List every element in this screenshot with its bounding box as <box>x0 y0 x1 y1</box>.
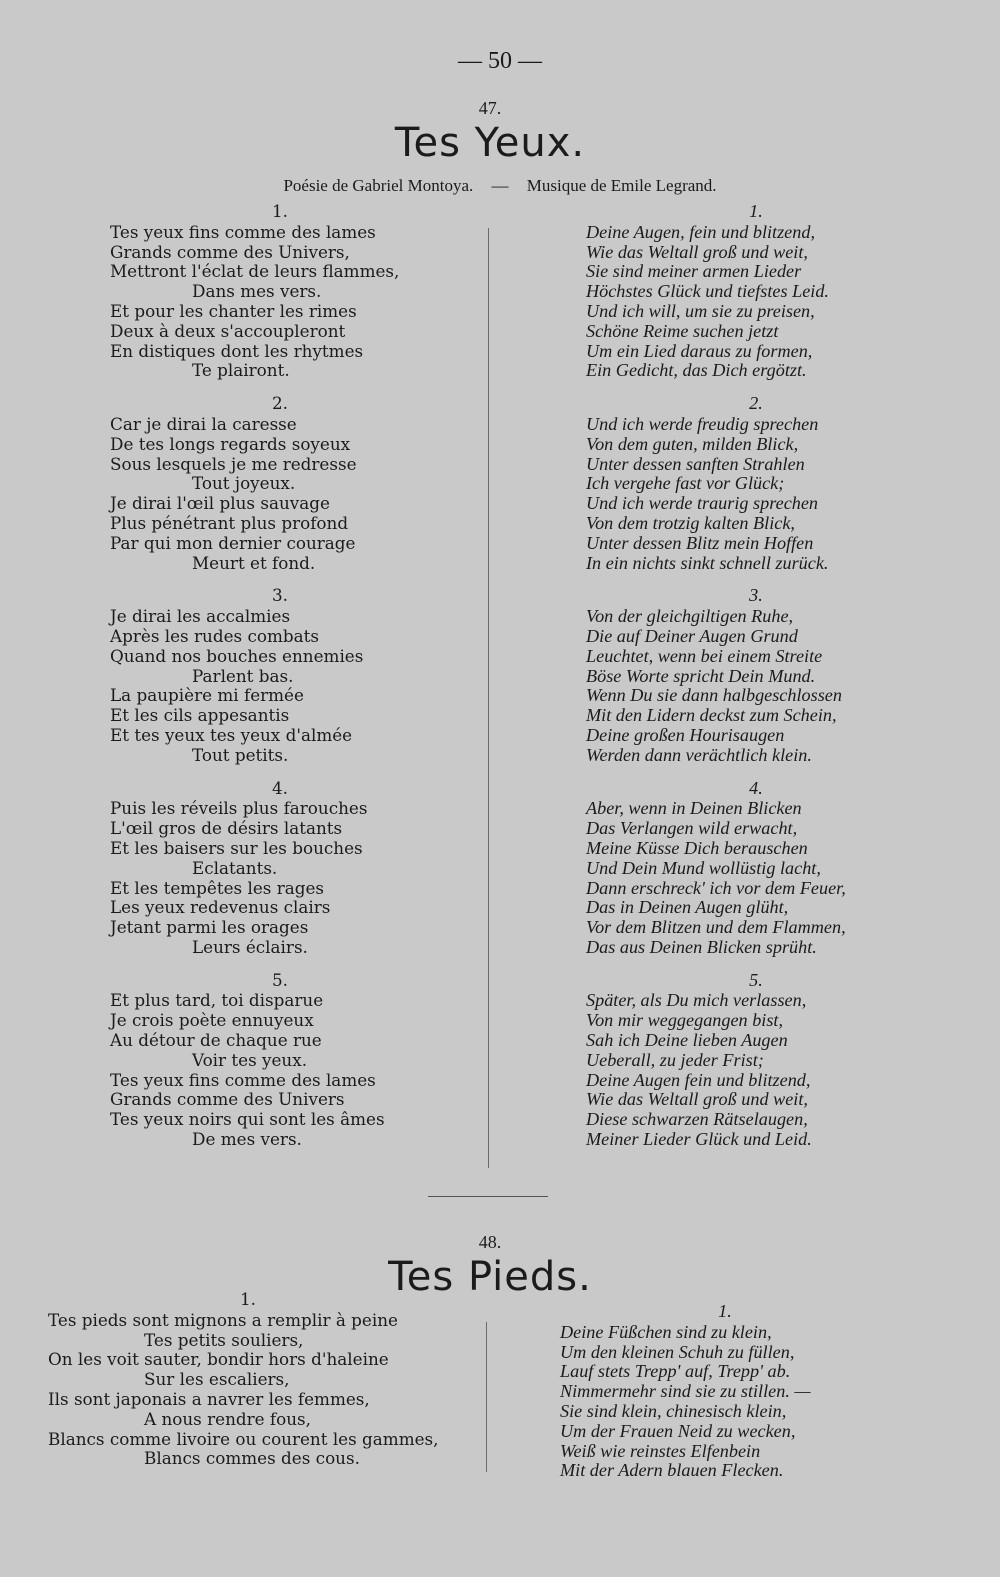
verse-line: Um der Frauen Neid zu wecken, <box>560 1420 796 1441</box>
verse-line: Sous lesquels je me redresse <box>110 453 357 474</box>
music-credit: Musique de Emile Legrand. <box>526 176 717 195</box>
verse-line: Mit der Adern blauen Flecken. <box>560 1460 784 1481</box>
verse-line: Höchstes Glück und tiefstes Leid. <box>586 281 829 302</box>
verse-line: Von dem guten, milden Blick, <box>586 433 799 454</box>
stanza-number: 3. <box>749 585 763 606</box>
stanza-number: 1. <box>271 201 288 221</box>
verse-line: Tes yeux fins comme des lames <box>110 221 376 242</box>
verse-line: Lauf stets Trepp' auf, Trepp' ab. <box>560 1361 791 1382</box>
verse-line: Und ich will, um sie zu preisen, <box>586 300 815 321</box>
verse-line: De mes vers. <box>192 1129 302 1150</box>
verse-line: Meiner Lieder Glück und Leid. <box>586 1129 812 1150</box>
verse-line: Jetant parmi les orages <box>110 917 309 938</box>
verse-line: Das in Deinen Augen glüht, <box>586 897 789 918</box>
verse-line: Deux à deux s'accoupleront <box>110 320 346 341</box>
verse-line: Weiß wie reinstes Elfenbein <box>560 1440 761 1461</box>
stanza-number: 2. <box>271 393 288 414</box>
song-48-title: Tes Pieds. <box>388 1254 592 1300</box>
stanza <box>586 394 926 573</box>
verse-line: Ein Gedicht, das Dich ergötzt. <box>586 360 807 381</box>
song-48-number: 48. <box>478 1232 502 1252</box>
verse-line: Après les rudes combats <box>110 625 319 646</box>
stanza-number: 5. <box>271 969 288 990</box>
column-divider-48 <box>486 1322 487 1472</box>
verse-line: Wie das Weltall groß und weit, <box>586 1089 808 1110</box>
verse-line: Et tes yeux tes yeux d'almée <box>110 724 353 745</box>
verse-line: Puis les réveils plus farouches <box>110 798 368 819</box>
verse-line: Te plairont. <box>192 360 290 381</box>
stanza-number: 3. <box>271 585 288 606</box>
verse-line: Ils sont japonais a navrer les femmes, <box>48 1388 370 1409</box>
verse-line: Eclatants. <box>192 857 278 878</box>
page-number: — 50 — <box>458 48 542 74</box>
song-47-title: Tes Yeux. <box>394 120 586 166</box>
verse-line: Wenn Du sie dann halbgeschlossen <box>586 685 842 706</box>
stanza <box>110 971 450 1150</box>
verse-line: Grands comme des Univers <box>110 1089 345 1110</box>
verse-line: Sur les escaliers, <box>144 1369 290 1390</box>
verse-line: Werden dann verächtlich klein. <box>586 744 812 765</box>
verse-line: Tout joyeux. <box>192 473 296 494</box>
verse-line: Die auf Deiner Augen Grund <box>586 625 798 646</box>
stanza-number: 1. <box>239 1289 256 1309</box>
verse-line: Das Verlangen wild erwacht, <box>586 818 798 839</box>
verse-line: Um ein Lied daraus zu formen, <box>586 340 813 361</box>
verse-line: On les voit sauter, bondir hors d'haleine <box>48 1349 389 1370</box>
verse-line: Mit den Lidern deckst zum Schein, <box>586 705 837 726</box>
verse-line: Um den kleinen Schuh zu füllen, <box>560 1341 795 1362</box>
song-48-french-text <box>48 1290 468 1469</box>
poetry-credit: Poésie de Gabriel Montoya. <box>283 176 474 195</box>
verse-line: Grands comme des Univers, <box>110 241 350 262</box>
verse-line: Dann erschreck' ich vor dem Feuer, <box>586 877 846 898</box>
verse-line: Ich vergehe fast vor Glück; <box>586 473 785 494</box>
stanza <box>110 394 450 573</box>
verse-line: Les yeux redevenus clairs <box>110 897 331 918</box>
verse-line: Tes petits souliers, <box>144 1329 304 1350</box>
verse-line: Tes yeux fins comme des lames <box>110 1069 376 1090</box>
verse-line: Leuchtet, wenn bei einem Streite <box>586 645 823 666</box>
verse-line: Später, als Du mich verlassen, <box>586 990 807 1011</box>
verse-line: Et plus tard, toi disparue <box>110 990 324 1011</box>
verse-line: Sah ich Deine lieben Augen <box>586 1030 788 1051</box>
verse-line: Par qui mon dernier courage <box>110 532 356 553</box>
stanza <box>110 202 450 381</box>
song-47-credits <box>0 176 1000 196</box>
verse-line: Deine Augen fein und blitzend, <box>586 1069 811 1090</box>
verse-line: Das aus Deinen Blicken sprüht. <box>586 936 817 957</box>
verse-line: Blancs comme livoire ou courent les gammes, <box>48 1428 439 1449</box>
stanza <box>586 586 926 765</box>
verse-line: A nous rendre fous, <box>144 1408 311 1429</box>
credit-dash: — <box>491 176 509 195</box>
stanza-number: 5. <box>749 969 763 990</box>
verse-line: Und ich werde freudig sprechen <box>586 413 819 434</box>
verse-line: Von der gleichgiltigen Ruhe, <box>586 606 794 627</box>
verse-line: Je crois poète ennuyeux <box>110 1010 314 1031</box>
verse-line: Schöne Reime suchen jetzt <box>586 320 779 341</box>
verse-line: Meurt et fond. <box>192 552 316 573</box>
verse-line: Böse Worte spricht Dein Mund. <box>586 665 816 686</box>
verse-line: Diese schwarzen Rätselaugen, <box>586 1109 808 1130</box>
stanza-number: 1. <box>718 1301 732 1321</box>
stanza-number: 4. <box>749 777 763 798</box>
verse-line: De tes longs regards soyeux <box>110 433 351 454</box>
verse-line: Je dirai l'œil plus sauvage <box>110 493 330 514</box>
verse-line: Deine Füßchen sind zu klein, <box>560 1321 772 1342</box>
verse-line: Et les baisers sur les bouches <box>110 837 363 858</box>
verse-line: Und Dein Mund wollüstig lacht, <box>586 857 821 878</box>
verse-line: Et pour les chanter les rimes <box>110 300 357 321</box>
verse-line: In ein nichts sinkt schnell zurück. <box>586 552 829 573</box>
verse-line: Quand nos bouches ennemies <box>110 645 364 666</box>
verse-line: Und ich werde traurig sprechen <box>586 493 819 514</box>
verse-line: Aber, wenn in Deinen Blicken <box>586 798 802 819</box>
verse-line: Nimmermehr sind sie zu stillen. — <box>560 1381 811 1402</box>
verse-line: Au détour de chaque rue <box>110 1030 322 1051</box>
verse-line: Von dem trotzig kalten Blick, <box>586 512 795 533</box>
verse-line: Deine Augen, fein und blitzend, <box>586 221 815 242</box>
song-47-french-text <box>110 202 450 1163</box>
verse-line: Sie sind meiner armen Lieder <box>586 261 802 282</box>
verse-line: Je dirai les accalmies <box>110 606 291 627</box>
verse-line: En distiques dont les rhytmes <box>110 340 364 361</box>
verse-line: Deine großen Hourisaugen <box>586 724 785 745</box>
verse-line: Et les cils appesantis <box>110 705 290 726</box>
column-divider <box>488 228 489 1168</box>
verse-line: Parlent bas. <box>192 665 294 686</box>
verse-line: La paupière mi fermée <box>110 685 304 706</box>
song-48-german-text <box>560 1302 890 1494</box>
stanza <box>586 971 926 1150</box>
verse-line: Meine Küsse Dich berauschen <box>586 837 808 858</box>
stanza <box>560 1302 890 1481</box>
verse-line: Blancs commes des cous. <box>144 1448 360 1469</box>
verse-line: Unter dessen sanften Strahlen <box>586 453 805 474</box>
verse-line: Plus pénétrant plus profond <box>110 512 349 533</box>
verse-line: Voir tes yeux. <box>192 1049 308 1070</box>
verse-line: Wie das Weltall groß und weit, <box>586 241 808 262</box>
stanza-number: 1. <box>749 201 763 221</box>
verse-line: Sie sind klein, chinesisch klein, <box>560 1400 787 1421</box>
verse-line: Tes pieds sont mignons a remplir à peine <box>48 1309 398 1330</box>
section-divider <box>428 1196 548 1197</box>
stanza <box>110 586 450 765</box>
verse-line: Dans mes vers. <box>192 281 322 302</box>
verse-line: Et les tempêtes les rages <box>110 877 325 898</box>
verse-line: Tes yeux noirs qui sont les âmes <box>110 1109 385 1130</box>
stanza <box>586 202 926 381</box>
verse-line: Unter dessen Blitz mein Hoffen <box>586 532 814 553</box>
stanza <box>110 779 450 958</box>
stanza-number: 2. <box>749 393 763 414</box>
verse-line: Vor dem Blitzen und dem Flammen, <box>586 917 846 938</box>
verse-line: Car je dirai la caresse <box>110 413 297 434</box>
verse-line: Tout petits. <box>192 744 289 765</box>
song-47-german-text <box>586 202 926 1163</box>
verse-line: L'œil gros de désirs latants <box>110 818 343 839</box>
stanza <box>586 779 926 958</box>
verse-line: Leurs éclairs. <box>192 936 308 957</box>
stanza-number: 4. <box>271 777 288 798</box>
verse-line: Ueberall, zu jeder Frist; <box>586 1049 764 1070</box>
verse-line: Mettront l'éclat de leurs flammes, <box>110 261 400 282</box>
song-47-number: 47. <box>478 98 502 118</box>
verse-line: Von mir weggegangen bist, <box>586 1010 784 1031</box>
